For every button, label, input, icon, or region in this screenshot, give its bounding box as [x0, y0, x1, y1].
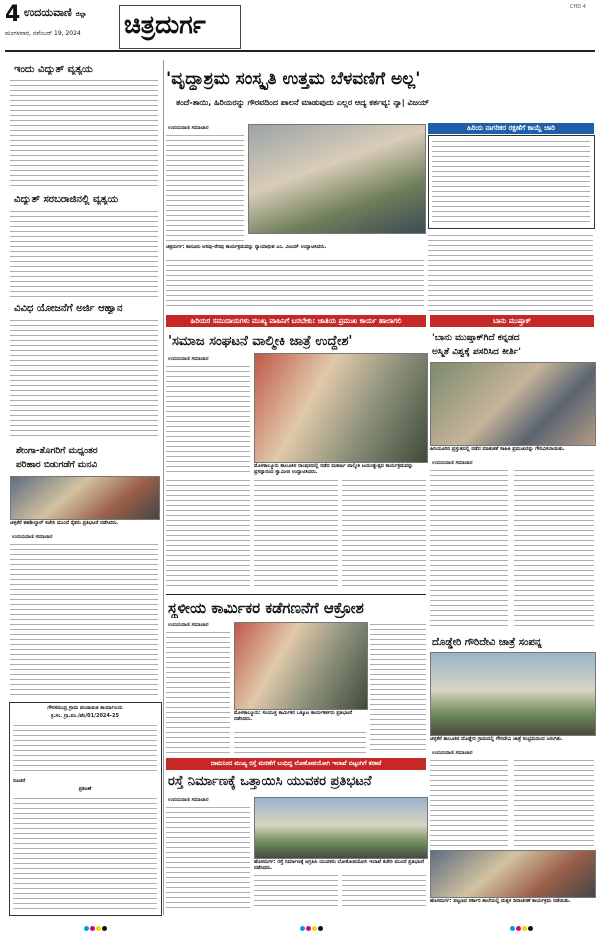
magenta-dot [306, 926, 311, 931]
top-story-subheadline: ತಂದೆ-ತಾಯಿ, ಹಿರಿಯರನ್ನು ಗೌರವದಿಂದ ಪಾಲನೆ ಮಾಡುವುದು ಎಲ್ಲರ ಆದ್ಯ ಕರ್ತವ್ಯ: ನ್ಯಾ| ವಿಜಯ್ [176, 98, 430, 107]
cyan-dot [300, 926, 305, 931]
story-groundnut-text [10, 542, 158, 696]
registration-marks-left [84, 916, 108, 935]
cyan-dot [84, 926, 89, 931]
magenta-dot [516, 926, 521, 931]
top-story-reporter: ಉದಯವಾಣಿ ಸಮಾಚಾರ [168, 125, 209, 131]
top-story-text-bottom [166, 258, 424, 310]
photo-school-event [430, 850, 596, 898]
black-dot [318, 926, 323, 931]
labour-text-col1 [166, 630, 230, 754]
photo-farmers-caption: ಚಳ್ಳಕೆರೆ ತಹಶೀಲ್ದಾರ್ ಕಚೇರಿ ಮುಂದೆ ರೈತರು ಪ್ರತಿಭಟನೆ ನಡೆಸಿದರು. [10, 520, 119, 526]
fair-reporter: ಉದಯವಾಣಿ ಸಮಾಚಾರ [432, 750, 473, 756]
fair-headline: ದೊಡ್ಡೇರಿ ಗೌರಿದೇವಿ ಜಾತ್ರೆ ಸಂಪನ್ನ [432, 637, 542, 648]
top-story-headline: 'ವೃದ್ಧಾಶ್ರಮ ಸಂಸ್ಕೃತಿ ಉತ್ತಮ ಬೆಳವಣಿಗೆ ಅಲ್ಲ' [166, 69, 421, 89]
issue-date: ಮಂಗಳವಾರ, ನವೆಂಬರ್ 19, 2024 [5, 30, 81, 37]
story-groundnut-headline-2: ಪರಿಹಾರ ಬಿಡುಗಡೆಗೆ ಮನವಿ [16, 460, 98, 470]
labour-reporter: ಉದಯವಾಣಿ ಸಮಾಚಾರ [168, 622, 209, 628]
road-text-col1 [166, 805, 250, 910]
story-applications-text [10, 318, 158, 440]
story-power-cut-text [10, 78, 158, 190]
labour-headline: ಸ್ಥಳೀಯ ಕಾರ್ಮಿಕರ ಕಡೆಗಣನೆಗೆ ಆಕ್ರೋಶ [168, 599, 364, 617]
banu-text-col2 [514, 468, 594, 630]
photo-fair [430, 652, 596, 736]
header-rule [5, 50, 595, 52]
photo-road-caption: ಹೊಸದುರ್ಗ: ರಸ್ತೆ ನಿರ್ಮಾಣಕ್ಕೆ ಆಗ್ರಹಿಸಿ ಯುವಕರು ಲೋಕೋಪಯೋಗಿ ಇಲಾಖೆ ಕಚೇರಿ ಮುಂದೆ ಪ್ರತಿಭಟನೆ ನಡೆಸಿದರು. [254, 859, 425, 871]
photo-valmiki-caption: ಮೊಳಕಾಲ್ಮೂರು ತಾಲೂಕಿನ ರಾಂಪುರದಲ್ಲಿ ನಡೆದ ಮಹರ್ಷಿ ವಾಲ್ಮೀಕಿ ಜಯಂತ್ಯುತ್ಸವ ಕಾರ್ಯಕ್ರಮವನ್ನು ಪ್ರಸನ್ನಾನಂದ ಸ್ವಾಮೀಜಿ ಉದ್ಘಾಟಿಸಿದರು. [254, 463, 414, 475]
valmiki-text-col4 [342, 478, 426, 590]
photo-banu-event [430, 362, 596, 446]
valmiki-text-col1 [166, 364, 250, 472]
road-text-col3 [342, 873, 426, 910]
masthead [24, 6, 86, 20]
banu-text-col1 [430, 468, 508, 630]
yellow-dot [522, 926, 527, 931]
photo-legal-awareness [248, 124, 426, 234]
valmiki-text-col3 [254, 478, 338, 590]
photo-school-caption: ಹೊಸದುರ್ಗ: ಪಟ್ಟಣದ ಸರ್ಕಾರಿ ಶಾಲೆಯಲ್ಲಿ ಮಕ್ಕಳ ದಿನಾಚರಣೆ ಕಾರ್ಯಕ್ರಮ ನಡೆಯಿತು. [430, 898, 571, 904]
photo-labour-protest [234, 622, 368, 710]
valmiki-headline: 'ಸಮಾಜ ಸಂಘಟನೆ ವಾಲ್ಮೀಕಿ ಜಾತ್ರೆ ಉದ್ದೇಶ' [168, 334, 353, 349]
tender-notice-label: ಸೂಚನೆ [13, 778, 26, 784]
labour-text-col3 [370, 622, 426, 754]
registration-marks-right [510, 916, 534, 935]
photo-banu-caption: ಹಿರಿಯೂರಿನ ಪ್ರಸ್ತುತದಲ್ಲಿ ನಡೆದ ಮಾತುಕತೆ ಸಾಹಿತಿ ಪ್ರಮುಖರನ್ನು ಗೌರವಿಸಲಾಯಿತು. [430, 446, 565, 452]
labour-text-col2 [234, 730, 366, 754]
registration-marks-center [300, 916, 324, 935]
banner-banu: ಬಾನು ಮುಷ್ತಾಕ್ [430, 315, 594, 327]
road-reporter: ಉದಯವಾಣಿ ಸಮಾಚಾರ [168, 797, 209, 803]
road-kicker: ದಾಮನಿಂದ ಮುಖ್ಯ ರಸ್ತೆ ಮರಣೆಗೆ ಬಂಧಿದ್ದ ಲೋಕೋಪಯೋಗಿ ಇಲಾಖೆ ಬಿಟ್ಟಂಗಿಗೆ ತರಾಟೆ [166, 758, 426, 770]
story-power-supply-headline: ವಿದ್ಯುತ್ ಸರಬರಾಜಿನಲ್ಲಿ ವ್ಯತ್ಯಯ [14, 194, 119, 205]
magenta-dot [90, 926, 95, 931]
page-number: 4 [5, 2, 21, 27]
photo-labour-caption: ಮೊಳಕಾಲ್ಮೂರು: ಸಂಯುಕ್ತ ಕಾರ್ಮಿಕರ ಒಕ್ಕೂಟ ಕಾರ್ಯಕರ್ತರು ಪ್ರತಿಭಟನೆ ನಡೆಸಿದರು. [234, 710, 353, 722]
labour-top-rule [166, 594, 426, 595]
tender-details [13, 723, 157, 775]
fair-text-col1 [430, 758, 508, 846]
story-power-supply-text [10, 209, 158, 297]
edition-code: CHD 4 [570, 4, 586, 10]
masthead-name: ಉದಯವಾಣಿ [24, 6, 72, 19]
road-text-col2 [254, 873, 338, 910]
story-groundnut-headline-1: ಶೇಂಗಾ-ತೊಗರಿಗೆ ಮಧ್ಯಂತರ [16, 446, 98, 456]
tender-reference: ಕ್ರ.ಸಂ. ಗ್ರಾ.ಪಂ./ಟೆಂ/01/2024-25 [51, 713, 119, 719]
top-story-text-col1 [166, 133, 244, 241]
tender-subhead: ಪ್ರಕಟಣೆ [78, 786, 92, 792]
left-reporter: ಉದಯವಾಣಿ ಸಮಾಚಾರ [12, 534, 53, 540]
yellow-dot [96, 926, 101, 931]
banner-community: ಹಿರಿಯರ ಸಮುದಾಯಗಳು ಮುಖ್ಯ ವಾಹಿನಿಗೆ ಬರಬೇಕು: ಜಾತಿಯ ಪ್ರಮುಖ ಕಾರ್ಯ ಹಾಲಾಗಲಿ [166, 315, 426, 327]
black-dot [102, 926, 107, 931]
top-story-sidebar-title: ಹಿರಿಯ ನಾಗರಿಕರ ರಕ್ಷಣೆಗೆ ಕಾಯ್ದೆ ಜಾರಿ [428, 123, 594, 134]
banu-headline-2: ಅಸ್ಮಿತೆ ವಿಶ್ವಕ್ಕೆ ಪಸರಿಸಿದ ಕೀರ್ತಿ' [432, 347, 521, 357]
tender-body [13, 796, 157, 910]
section-title: ಚಿತ್ರದುರ್ಗ [124, 10, 206, 39]
photo-fair-caption: ಚಳ್ಳಕೆರೆ ತಾಲೂಕಿನ ದೊಡ್ಡೇರಿ ಗ್ರಾಮದಲ್ಲಿ ಗೌರಿದೇವಿ ಜಾತ್ರೆ ಸಂಭ್ರಮದಿಂದ ಜರುಗಿತು. [430, 736, 563, 742]
banu-headline-1: 'ಬಾನು ಮುಷ್ತಾಕ್‌ಗಿದೆ ಕನ್ನಡದ [432, 333, 520, 343]
photo-farmers-protest [10, 476, 160, 520]
photo-valmiki-event [254, 353, 428, 463]
photo-road-protest [254, 797, 428, 859]
story-applications-headline: ವಿವಿಧ ಯೋಜನೆಗೆ ಅರ್ಜಿ ಆಹ್ವಾನ [14, 303, 123, 314]
photo-legal-awareness-caption: ಚಿತ್ರದುರ್ಗ: ಕಾನೂನು ಅರಿವು-ನೆರವು ಕಾರ್ಯಕ್ರಮವನ್ನು ನ್ಯಾಯಾಧೀಶ ಎಂ. ವಿಜಯ್ ಉದ್ಘಾಟಿಸಿದರು. [166, 244, 327, 250]
cyan-dot [510, 926, 515, 931]
tender-title: ಗೌರಸಮುದ್ರ ಗ್ರಾಮ ಪಂಚಾಯಿತಿ ಕಾರ್ಯಾಲಯ [47, 705, 123, 711]
story-power-cut-headline: ಇಂದು ವಿದ್ಯುತ್ ವ್ಯತ್ಯಯ [14, 64, 93, 75]
top-story-text-right [428, 233, 593, 311]
fair-text-col2 [514, 758, 594, 846]
top-story-sidebar-text [432, 139, 590, 223]
column-divider-left [163, 60, 164, 915]
yellow-dot [312, 926, 317, 931]
valmiki-text-col2 [166, 478, 250, 590]
black-dot [528, 926, 533, 931]
road-headline: ರಸ್ತೆ ನಿರ್ಮಾಣಕ್ಕೆ ಒತ್ತಾಯಿಸಿ ಯುವಕರ ಪ್ರತಿಭಟನೆ [168, 774, 372, 789]
banu-reporter: ಉದಯವಾಣಿ ಸಮಾಚಾರ [432, 460, 473, 466]
masthead-suffix: ಜಿಲ್ಲಾ [75, 11, 87, 18]
valmiki-reporter: ಉದಯವಾಣಿ ಸಮಾಚಾರ [168, 356, 209, 362]
